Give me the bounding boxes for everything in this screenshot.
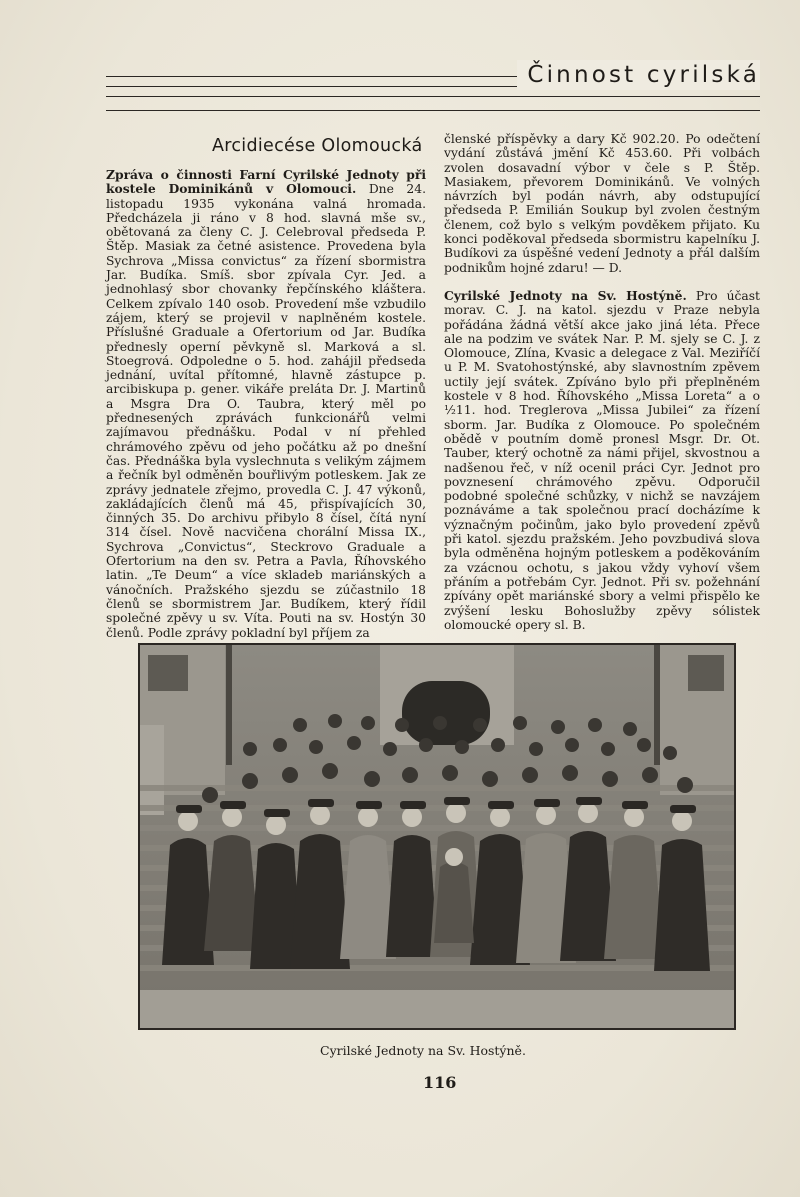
report-heading: Zpráva o činnosti Farní Cyrilské Jednoty při kostele Dominikánů v Olomouci. [106, 167, 426, 197]
hostyn-heading: Cyrilské Jednoty na Sv. Hostýně. [444, 287, 687, 303]
group-photo [138, 643, 736, 1030]
photo-caption: Cyrilské Jednoty na Sv. Hostýně. [320, 1043, 526, 1058]
page-number: 116 [423, 1073, 457, 1092]
report-continuation: členské příspěvky a dary Kč 902.20. Po odečtení vydání zůstává jmění Kč 453.60. Při volbách zvolen dosavadní výbor v čele s P. Štěp. Masiakem, převorem Dominikánů. Ve volných návrzích byl podán návrh, aby odstupující předseda P. Emilián Soukup byl zvolen čestným členem, což bylo s velkým povděkem přijato. Ku konci poděkoval předseda sbormistru kapelníku J. Budíkovi za úspěšné vedení Jednoty a přál dalším podnikům hojné zdaru! — D. [444, 132, 760, 275]
left-paragraph [106, 168, 426, 640]
section-title: Činnost cyrilská [517, 60, 760, 90]
right-column [444, 132, 760, 632]
report-text: Dne 24. listopadu 1935 vykonána valná hromada. Předcházela ji ráno v 8 hod. slavná mše sv., obětovaná za členy C. J. Celebroval předseda P. Štěp. Masiak za četné asistence. Provedena byla Sychrova „Missa convictus“ za řízení sbormistra Jar. Budíka. Smíš. sbor zpívala Cyr. Jed. a jednohlasý sbor chovanky řepčínského kláštera. Celkem zpívalo 140 osob. Provedení mše vzbudilo zájem, který se projevil v naplněném kostele. Příslušné Graduale a Ofertorium od Jar. Budíka přednesly operní pěvkyně sl. Marková a sl. Stoegrová. Odpoledne o 5. hod. zahájil předseda jednání, uvítal přítomné, hlavně zástupce p. arcibiskupa p. gener. vikáře preláta Dr. J. Martinů a Msgra Dra O. Taubra, který měl po přednesených zprávách funkcionářů velmi zajímavou přednášku. Podal v ní přehled chrámového zpěvu od jeho počátku až po dnešní čas. Přednáška byla vyslechnuta s velikým zájmem a řečník byl odměněn bouřlivým potleskem. Jak ze zprávy jednatele zřejmo, provedla C. J. 47 výkonů, zakládajících členů má 45, přispívajících 30, činných 35. Do archivu přibylo 8 čísel, čítá nyní 314 čísel. Nově nacvičena chorální Missa IX., Sychrova „Convictus“, Steckrovo Graduale a Ofertorium na den sv. Petra a Pavla, Říhovského latin. „Te Deum“ a více skladeb mariánských a vánočních. Pražského sjezdu se zúčastnilo 18 členů se sbormistrem Jar. Budíkem, který řídil společné zpěvy u sv. Víta. Pouti na sv. Hostýn 30 členů. Podle zprávy pokladní byl příjem za [106, 182, 426, 640]
article-title: Arcidiecése Olomoucká [212, 136, 423, 156]
hostyn-text: Pro účast morav. C. J. na katol. sjezdu v Praze nebyla pořádána žádná větší akce jako jiná léta. Přece ale na podzim ve svátek Nar. P. M. sjely se C. J. z Olomouce, Zlína, Kvasic a delegace z Val. Meziříčí u P. M. Svatohostýnské, aby slavnostním zpěvem uctily její svátek. Zpíváno bylo při přeplněném kostele v 8 hod. Říhovského „Missa Loreta“ a o ½11. hod. Treglerova „Missa Jubilei“ za řízení sborm. Jar. Budíka z Olomouce. Po společném obědě v poutním domě pronesl Msgr. Dr. Ot. Tauber, který ochotně za námi přijel, skvostnou a nadšenou řeč, v níž ocenil práci Cyr. Jednot pro povznesení chrámového zpěvu. Odporučil podobné společné schůzky, v nichž se navzájem poznáváme a tak společnou prací docházíme k význačným počinům, jako bylo provedení zpěvů při katol. sjezdu pražském. Jeho povzbudivá slova byla odměněna hojným potleskem a poděkováním za vzácnou ochotu, s jakou vždy vyhoví všem přáním a potřebám Cyr. Jednot. Při sv. požehnání zpívány opět mariánské sbory a velmi přispělo ke zvýšení lesku Bohoslužby zpěvy sólistek olomoucké opery sl. B. [444, 288, 760, 632]
left-column [106, 168, 426, 640]
hostyn-paragraph [444, 289, 760, 632]
